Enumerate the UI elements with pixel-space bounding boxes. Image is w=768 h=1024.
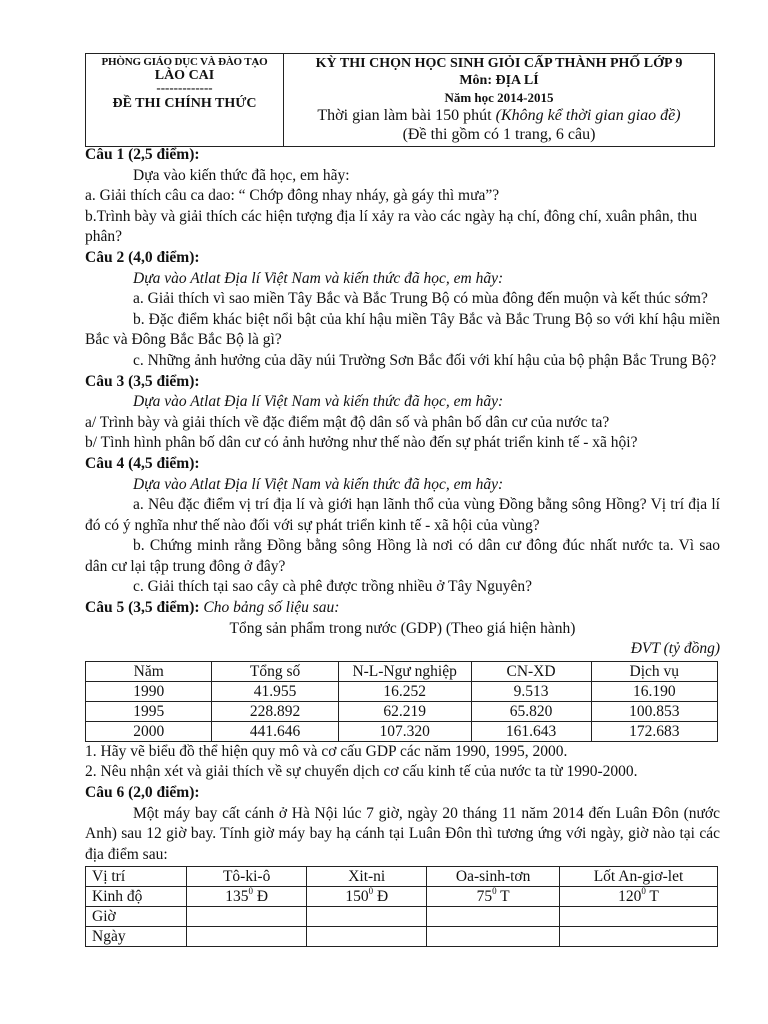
table-cell: 172.683 <box>591 721 717 741</box>
question-2-title: Câu 2 (4,0 điểm): <box>85 248 200 266</box>
table-cell: 2000 <box>86 721 212 741</box>
longitude-value: 120 <box>618 888 642 906</box>
question-1-b: b.Trình bày và giải thích các hiện tượng địa lí xảy ra vào các ngày hạ chí, đông chí, xuân phân, thu phân? <box>85 207 698 246</box>
table-header-cell: N-L-Ngư nghiệp <box>338 661 471 681</box>
question-4-a: a. Nêu đặc điểm vị trí địa lí và giới hạn lãnh thổ của vùng Đồng bằng sông Hồng? Vị trí địa lí đó có ý nghĩa như thế nào đối với sự phát triển kinh tế - xã hội của vùng? <box>85 496 720 534</box>
longitude-direction: Đ <box>373 888 389 906</box>
empty-answer-cell <box>307 927 427 947</box>
time-limit-note: (Không kể thời gian giao đề) <box>495 107 681 124</box>
table-row <box>86 927 718 947</box>
city-sydney: Xit-ni <box>307 867 427 887</box>
question-6-text: Một máy bay cất cánh ở Hà Nội lúc 7 giờ, ngày 20 tháng 11 năm 2014 đến Luân Đôn (nước Anh) sau 12 giờ bay. Tính giờ máy bay hạ cánh tại Luân Đôn thì tương ứng với ngày, giờ nào tại các địa điểm sau: <box>85 804 720 863</box>
longitude-direction: T <box>645 888 659 906</box>
subject: Môn: ĐỊA LÍ <box>459 73 539 88</box>
table-cell: 65.820 <box>471 701 591 721</box>
longitude-cell <box>427 887 560 907</box>
row-label-day: Ngày <box>86 927 187 947</box>
table-cell: 1995 <box>86 701 212 721</box>
table-cell: 62.219 <box>338 701 471 721</box>
table-row <box>86 887 718 907</box>
degree-mark: 0 <box>368 886 374 897</box>
question-2-intro: Dựa vào Atlat Địa lí Việt Nam và kiến thức đã học, em hãy: <box>133 269 504 287</box>
school-year: Năm học 2014-2015 <box>444 90 554 105</box>
longitude-value: 150 <box>345 888 369 906</box>
question-5-heading <box>85 598 720 619</box>
question-3-b: b/ Tình hình phân bố dân cư có ảnh hưởng như thế nào đến sự phát triển kinh tế - xã hội? <box>85 434 638 452</box>
question-6-title: Câu 6 (2,0 điểm): <box>85 784 200 802</box>
table-row <box>86 721 718 741</box>
longitude-cell <box>187 887 307 907</box>
empty-answer-cell <box>307 907 427 927</box>
table-cell: 441.646 <box>212 721 338 741</box>
question-4-title: Câu 4 (4,5 điểm): <box>85 454 200 472</box>
question-4-b: b. Chứng minh rằng Đồng bằng sông Hồng là nơi có dân cư đông đúc nhất nước ta. Vì sao dân cư lại tập trung đông ở đây? <box>85 537 720 575</box>
empty-answer-cell <box>187 927 307 947</box>
table-cell: 16.252 <box>338 681 471 701</box>
empty-answer-cell <box>559 907 717 927</box>
longitude-cell <box>559 887 717 907</box>
table-header-cell: Năm <box>86 661 212 681</box>
gdp-table-title: Tổng sản phẩm trong nước (GDP) (Theo giá hiện hành) <box>229 619 576 637</box>
longitude-direction: Đ <box>252 888 269 906</box>
table-cell: 161.643 <box>471 721 591 741</box>
department-name: PHÒNG GIÁO DỤC VÀ ĐÀO TẠO <box>101 56 268 68</box>
longitude-value: 135 <box>225 888 249 906</box>
table-cell: 41.955 <box>212 681 338 701</box>
table-row <box>86 701 718 721</box>
table-cell: 100.853 <box>591 701 717 721</box>
gdp-table <box>85 661 718 742</box>
city-washington: Oa-sinh-tơn <box>427 867 560 887</box>
header-exam-info <box>284 54 714 146</box>
empty-answer-cell <box>427 907 560 927</box>
city-los-angeles: Lốt An-giơ-let <box>559 867 717 887</box>
exam-header <box>85 53 715 147</box>
header-issuer <box>86 54 284 146</box>
question-1-title: Câu 1 (2,5 điểm): <box>85 146 200 163</box>
table-row <box>86 867 718 887</box>
table-cell: 228.892 <box>212 701 338 721</box>
exam-title: KỲ THI CHỌN HỌC SINH GIỎI CẤP THÀNH PHỐ LỚP 9 <box>315 56 683 71</box>
question-2-a: a. Giải thích vì sao miền Tây Bắc và Bắc Trung Bộ có mùa đông đến muộn và kết thúc sớm? <box>133 290 708 308</box>
table-header-row <box>86 661 718 681</box>
time-limit-text: Thời gian làm bài 150 phút <box>317 107 496 124</box>
question-2-c: c. Những ảnh hưởng của dãy núi Trường Sơn Bắc đối với khí hậu của bộ phận Bắc Trung Bộ? <box>133 351 717 369</box>
table-row <box>86 681 718 701</box>
time-zone-table <box>85 866 718 947</box>
question-5-task-1: 1. Hãy vẽ biểu đồ thể hiện quy mô và cơ cấu GDP các năm 1990, 1995, 2000. <box>85 742 568 760</box>
question-5-title: Câu 5 (3,5 điểm): <box>85 599 200 617</box>
page-info: (Đề thi gồm có 1 trang, 6 câu) <box>402 126 596 143</box>
longitude-cell <box>307 887 427 907</box>
question-5-task-2: 2. Nêu nhận xét và giải thích về sự chuyển dịch cơ cấu kinh tế của nước ta từ 1990-2000. <box>85 763 638 781</box>
question-3-a: a/ Trình bày và giải thích về đặc điểm mật độ dân số và phân bố dân cư của nước ta? <box>85 413 610 431</box>
table-header-cell: Tổng số <box>212 661 338 681</box>
gdp-table-unit: ĐVT (tỷ đồng) <box>630 640 720 658</box>
empty-answer-cell <box>187 907 307 927</box>
question-3-title: Câu 3 (3,5 điểm): <box>85 372 200 390</box>
table-cell: 9.513 <box>471 681 591 701</box>
row-label-position: Vị trí <box>86 867 187 887</box>
empty-answer-cell <box>427 927 560 947</box>
header-divider: ------------- <box>156 80 213 95</box>
question-4-intro: Dựa vào Atlat Địa lí Việt Nam và kiến thức đã học, em hãy: <box>133 475 504 493</box>
question-4-c: c. Giải thích tại sao cây cà phê được trồng nhiều ở Tây Nguyên? <box>133 578 532 596</box>
row-label-hour: Giờ <box>86 907 187 927</box>
question-1-a: a. Giải thích câu ca dao: “ Chớp đông nhay nháy, gà gáy thì mưa”? <box>85 187 500 205</box>
longitude-value: 75 <box>476 888 493 906</box>
degree-mark: 0 <box>641 886 646 897</box>
city-tokyo: Tô-ki-ô <box>187 867 307 887</box>
time-limit <box>284 106 714 125</box>
question-2-b: b. Đặc điểm khác biệt nổi bật của khí hậu miền Tây Bắc và Bắc Trung Bộ so với khí hậu miền Bắc và Đông Bắc Bắc Bộ là gì? <box>85 310 720 349</box>
table-cell: 1990 <box>86 681 212 701</box>
official-label: ĐỀ THI CHÍNH THỨC <box>112 96 257 111</box>
table-cell: 107.320 <box>338 721 471 741</box>
degree-mark: 0 <box>248 886 253 897</box>
question-5-intro: Cho bảng số liệu sau: <box>199 599 340 617</box>
question-1-intro: Dựa vào kiến thức đã học, em hãy: <box>133 166 350 184</box>
empty-answer-cell <box>559 927 717 947</box>
longitude-direction: T <box>496 888 510 906</box>
exam-content <box>85 145 720 947</box>
table-header-cell: CN-XD <box>471 661 591 681</box>
row-label-longitude: Kinh độ <box>86 887 187 907</box>
degree-mark: 0 <box>492 886 497 897</box>
table-cell: 16.190 <box>591 681 717 701</box>
table-row <box>86 907 718 927</box>
table-header-cell: Dịch vụ <box>591 661 717 681</box>
question-3-intro: Dựa vào Atlat Địa lí Việt Nam và kiến thức đã học, em hãy: <box>133 393 504 411</box>
city-name: LÀO CAI <box>154 68 215 83</box>
